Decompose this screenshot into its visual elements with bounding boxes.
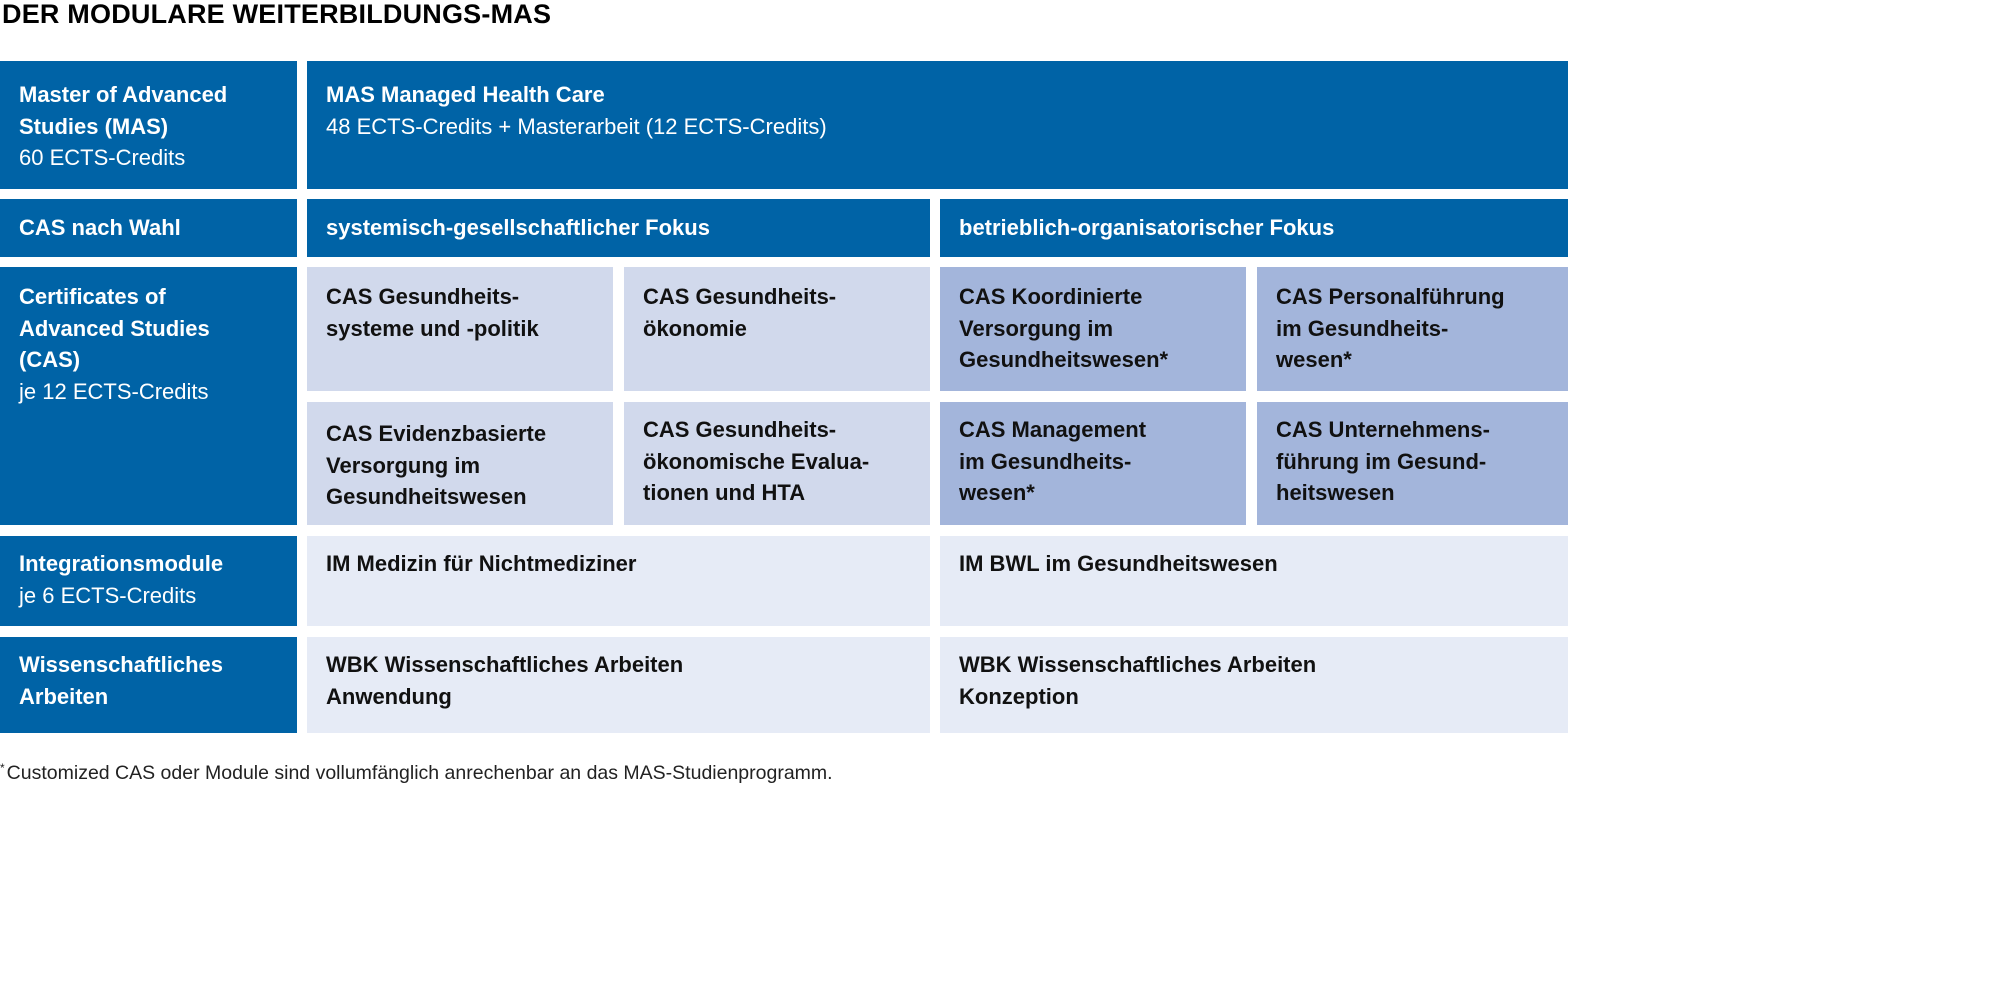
focus-operational: betrieblich-organisatorischer Fokus bbox=[959, 215, 1335, 240]
wbk-conception-cell bbox=[940, 637, 1568, 733]
cas-module-card bbox=[940, 267, 1246, 391]
footnote bbox=[0, 754, 833, 787]
mas-credits: 60 ECTS-Credits bbox=[19, 145, 186, 170]
cas-module-title: CAS Evidenzbasierte Versorgung im Gesundheitswesen bbox=[326, 421, 547, 509]
cas-module-title: CAS Gesundheits- ökonomische Evalua- tionen und HTA bbox=[643, 417, 870, 505]
cas-module-title: CAS Gesundheits- systeme und -politik bbox=[326, 284, 539, 341]
mas-program-cell bbox=[307, 61, 1568, 189]
integration-credits: je 6 ECTS-Credits bbox=[19, 582, 197, 608]
cas-module-card bbox=[1257, 402, 1568, 525]
cas-module-card bbox=[307, 402, 613, 525]
page-title: DER MODULARE WEITERBILDUNGS-MAS bbox=[2, 0, 552, 29]
cas-module-card bbox=[624, 267, 930, 391]
cas-module-card bbox=[940, 402, 1246, 525]
integration-label: Integrationsmodule bbox=[19, 551, 224, 576]
wbk-application-title: WBK Wissenschaftliches Arbeiten Anwendung bbox=[326, 652, 684, 709]
integration-label-cell bbox=[0, 536, 297, 626]
cas-module-title: CAS Koordinierte Versorgung im Gesundheitswesen* bbox=[959, 284, 1169, 372]
cas-module-card bbox=[1257, 267, 1568, 391]
wbk-conception-title: WBK Wissenschaftliches Arbeiten Konzeption bbox=[959, 652, 1317, 709]
cas-credits: je 12 ECTS-Credits bbox=[19, 378, 209, 404]
focus-systemic-cell bbox=[307, 199, 930, 257]
integration-module-title: IM Medizin für Nichtmediziner bbox=[326, 551, 637, 576]
cas-module-title: CAS Unternehmens- führung im Gesund- heitswesen bbox=[1276, 417, 1490, 505]
integration-module-bwl bbox=[940, 536, 1568, 626]
integration-module-title: IM BWL im Gesundheitswesen bbox=[959, 551, 1278, 576]
wissenschaft-label: Wissenschaftliches Arbeiten bbox=[19, 652, 223, 709]
cas-module-card bbox=[624, 402, 930, 525]
cas-label: Certificates of Advanced Studies (CAS) bbox=[19, 284, 210, 372]
cas-wahl-label: CAS nach Wahl bbox=[19, 215, 181, 240]
focus-systemic: systemisch-gesellschaftlicher Fokus bbox=[326, 215, 710, 240]
mas-label: Master of Advanced Studies (MAS) bbox=[19, 82, 228, 139]
footnote-mark: * bbox=[0, 761, 5, 775]
cas-module-title: CAS Management im Gesundheits- wesen* bbox=[959, 417, 1147, 505]
cas-label-cell bbox=[0, 267, 297, 525]
mas-program-title: MAS Managed Health Care bbox=[326, 82, 605, 107]
wbk-application-cell bbox=[307, 637, 930, 733]
footnote-text: Customized CAS oder Module sind vollumfänglich anrechenbar an das MAS-Studienprogramm. bbox=[6, 762, 833, 784]
mas-label-cell bbox=[0, 61, 297, 189]
focus-operational-cell bbox=[940, 199, 1568, 257]
wissenschaft-label-cell bbox=[0, 637, 297, 733]
cas-wahl-label-cell bbox=[0, 199, 297, 257]
cas-module-card bbox=[307, 267, 613, 391]
integration-module-medicine bbox=[307, 536, 930, 626]
mas-program-credits: 48 ECTS-Credits + Masterarbeit (12 ECTS-Credits) bbox=[326, 113, 827, 139]
cas-module-title: CAS Gesundheits- ökonomie bbox=[643, 284, 837, 341]
cas-module-title: CAS Personalführung im Gesundheits- wesen* bbox=[1276, 284, 1505, 372]
